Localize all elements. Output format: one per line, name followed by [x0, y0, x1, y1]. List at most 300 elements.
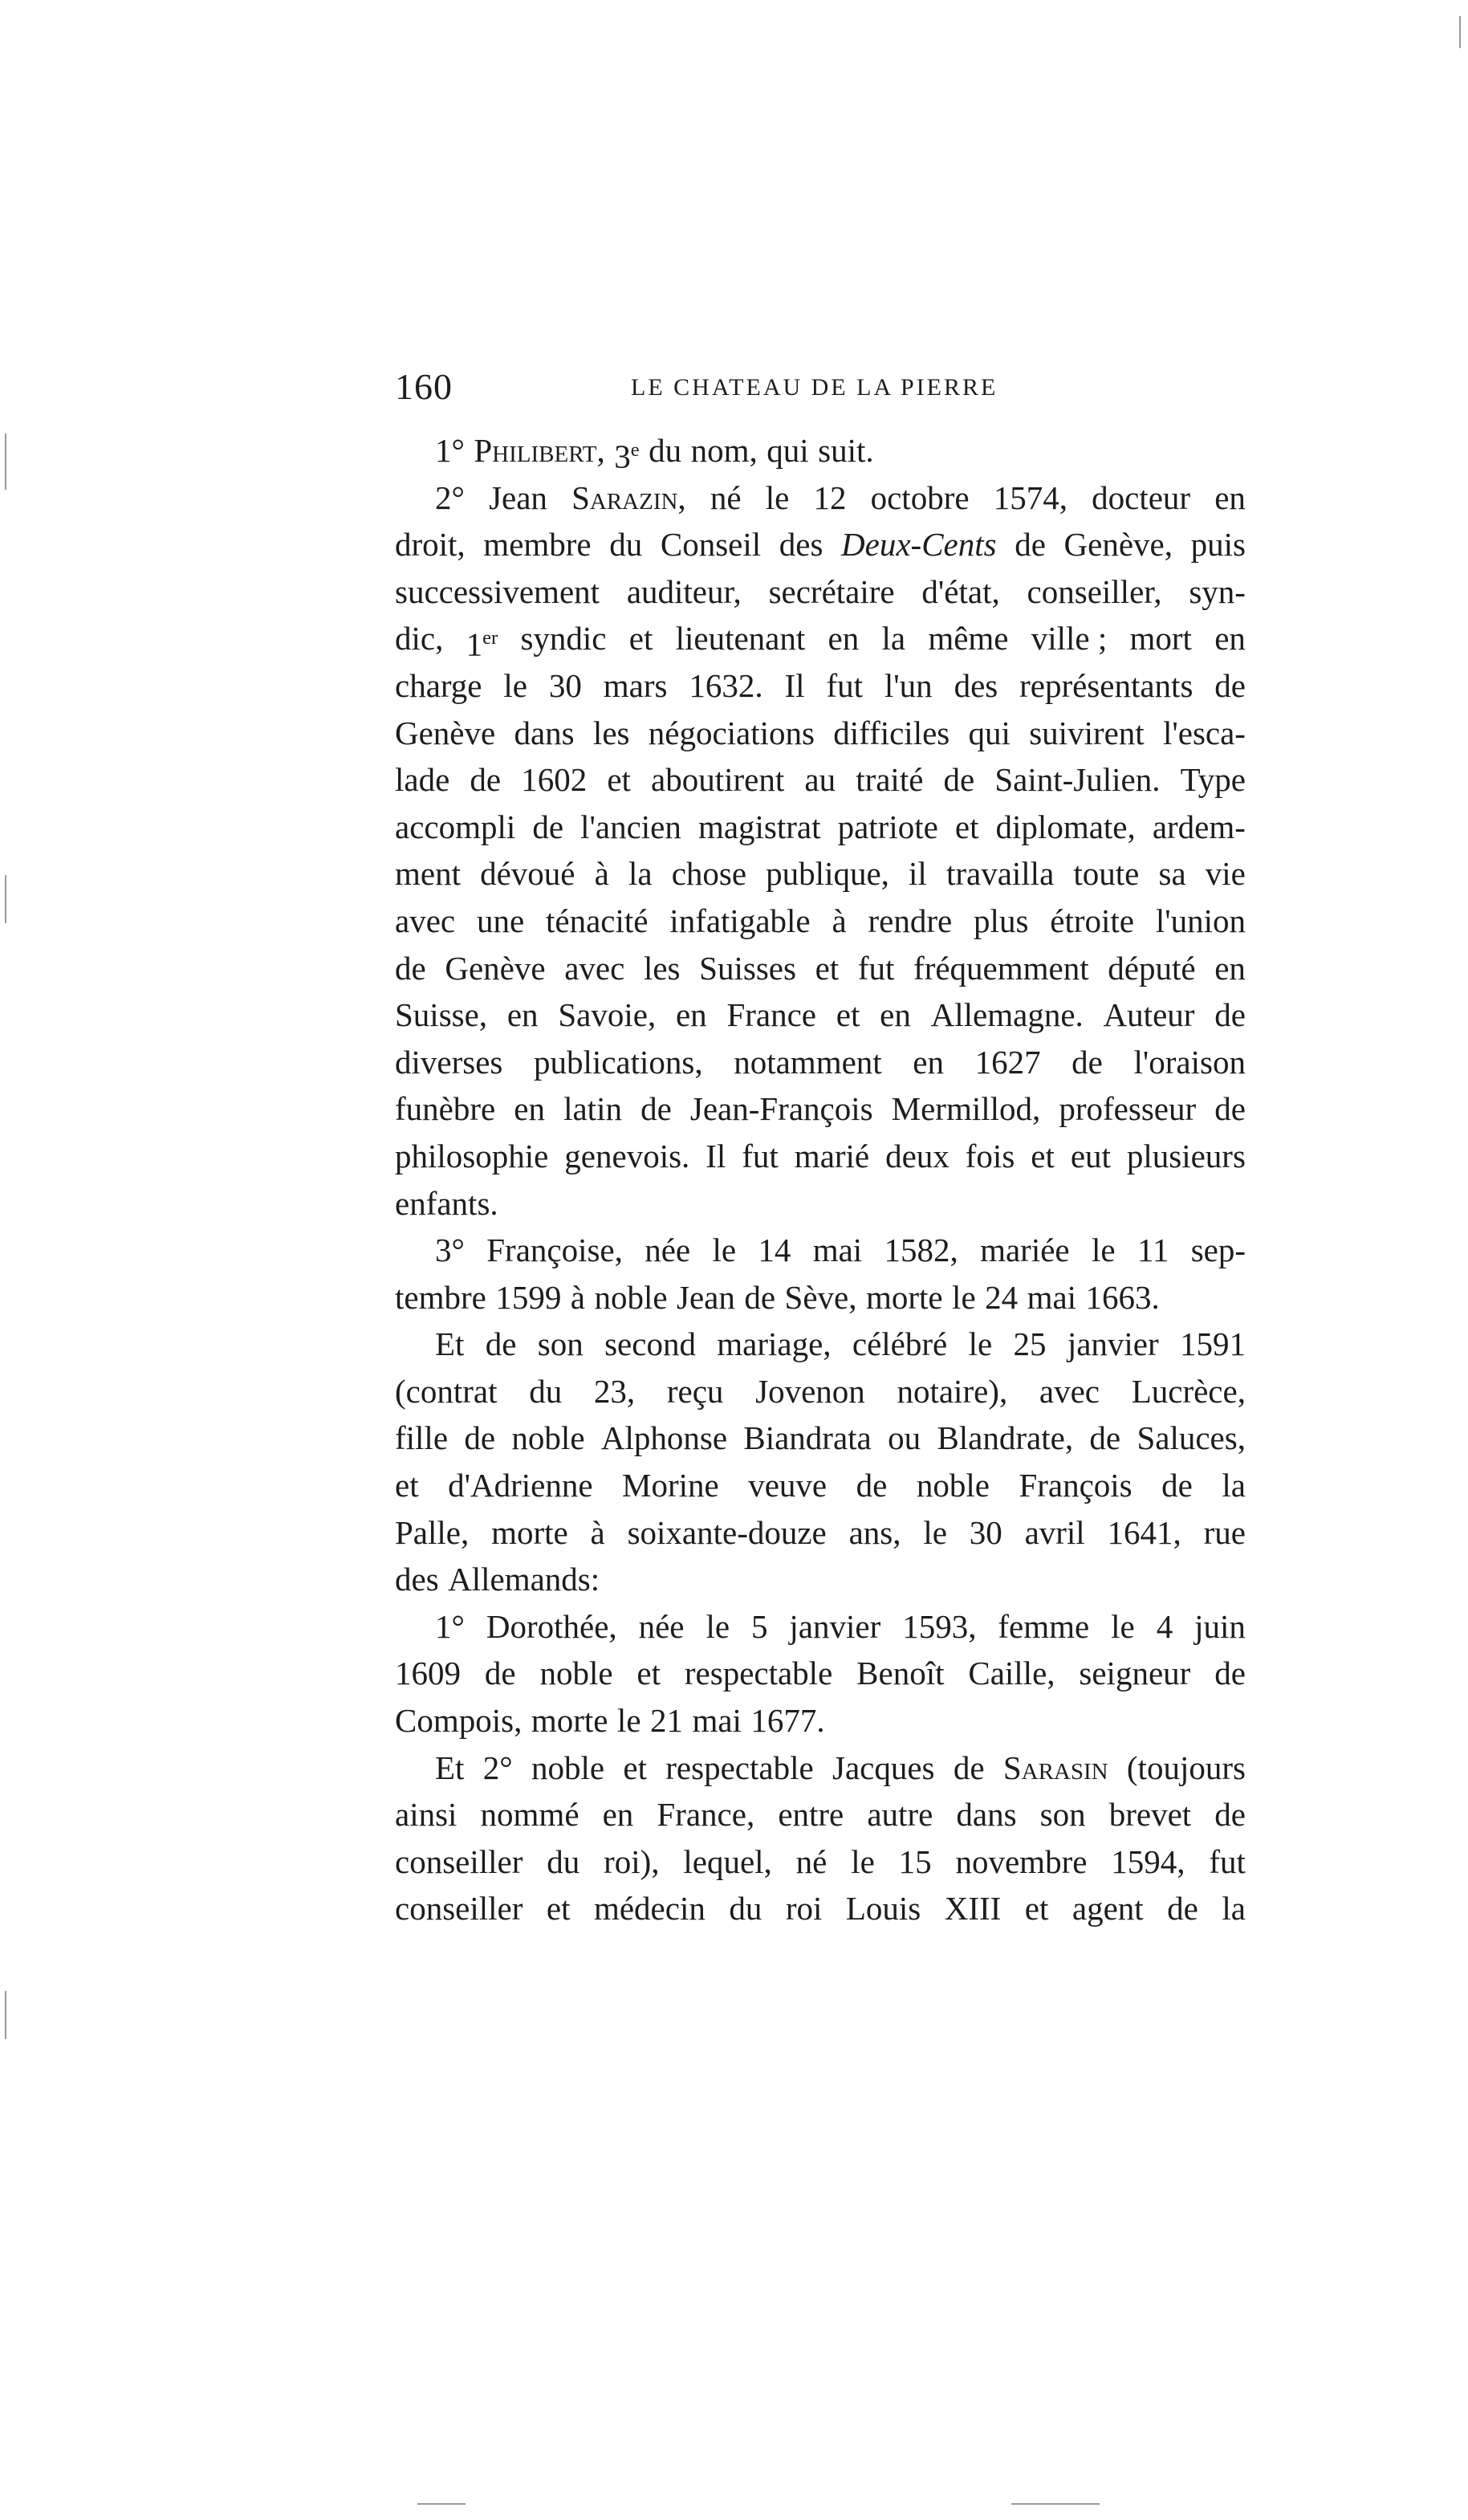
text-line — [395, 662, 1246, 710]
word: 1594, — [1111, 1842, 1185, 1880]
word: et — [628, 620, 653, 657]
word: de — [532, 808, 564, 845]
word: sa — [1158, 855, 1186, 893]
word: la — [628, 855, 653, 893]
text-line — [395, 850, 1246, 898]
text-line — [395, 474, 1246, 522]
word: de — [640, 1090, 672, 1128]
word: dans — [956, 1796, 1017, 1834]
word: philosophie — [395, 1137, 549, 1175]
word: notamment — [734, 1043, 882, 1081]
word: Sève, — [784, 1278, 857, 1316]
text-line — [395, 1462, 1246, 1509]
word: né — [710, 478, 742, 516]
word: célébré — [852, 1325, 948, 1363]
word: le — [923, 1513, 947, 1551]
word: conseiller — [395, 1842, 523, 1880]
word: docteur — [1092, 478, 1191, 516]
text-line — [395, 710, 1246, 757]
word: membre — [483, 526, 592, 564]
word: roi), — [604, 1842, 660, 1880]
word: les — [643, 949, 681, 987]
word: 1609 — [395, 1655, 461, 1692]
word: à — [594, 855, 609, 893]
word: 23, — [593, 1372, 636, 1410]
word: suit. — [818, 432, 874, 469]
text-line — [395, 1509, 1246, 1557]
word: 3e — [614, 438, 640, 475]
word: Louis — [845, 1890, 921, 1928]
word: Et — [435, 1749, 465, 1786]
word: Compois, — [395, 1702, 523, 1740]
word: de — [1089, 1419, 1121, 1457]
text-line — [395, 945, 1246, 992]
word: et — [607, 761, 631, 799]
word: vie — [1205, 855, 1246, 893]
word: diplomate, — [995, 808, 1136, 845]
text-line — [395, 1744, 1246, 1792]
word: fut — [1209, 1842, 1246, 1880]
word: de — [1214, 666, 1246, 704]
text-line — [395, 1791, 1246, 1838]
word: née — [638, 1607, 685, 1645]
word: en — [828, 620, 860, 657]
word: représentants — [1019, 666, 1194, 704]
word: nommé — [480, 1796, 579, 1834]
word: eut — [1070, 1137, 1111, 1175]
word: le — [503, 666, 527, 704]
word: et — [546, 1890, 571, 1928]
word: 1574, — [993, 478, 1067, 516]
word: ou — [888, 1419, 921, 1457]
word: l'un — [884, 666, 933, 704]
word: agent — [1072, 1890, 1144, 1928]
word: de — [1167, 1890, 1198, 1928]
word: ville ; — [1031, 620, 1108, 657]
word: noble — [539, 1655, 613, 1692]
word: à — [570, 1278, 585, 1316]
word: née — [645, 1232, 691, 1269]
word: puis — [1190, 526, 1246, 564]
word: Allemands: — [448, 1561, 600, 1598]
word: mai — [812, 1232, 863, 1269]
word: de — [484, 1655, 516, 1692]
word: de — [470, 761, 502, 799]
word: 14 — [758, 1232, 791, 1269]
word: fut — [857, 949, 895, 987]
word: de — [464, 1419, 496, 1457]
word: publications, — [533, 1043, 703, 1081]
word: de — [1214, 996, 1246, 1034]
word: 1641, — [1107, 1513, 1181, 1551]
word: Saluces, — [1137, 1419, 1246, 1457]
word: Palle, — [395, 1513, 470, 1551]
word: 12 — [813, 478, 847, 516]
word: le — [851, 1842, 875, 1880]
word: 21 — [649, 1702, 683, 1740]
word: ans, — [848, 1513, 901, 1551]
word: l'oraison — [1133, 1043, 1246, 1081]
scan-artifact — [5, 434, 6, 490]
word: 24 — [985, 1278, 1019, 1316]
word: Conseil — [660, 526, 762, 564]
word: Morine — [622, 1467, 719, 1504]
word: marié — [794, 1137, 870, 1175]
word: professeur — [1059, 1090, 1197, 1128]
word: Allemagne. — [930, 996, 1084, 1034]
word: la — [1222, 1890, 1246, 1928]
word: le — [616, 1702, 641, 1740]
word: latin — [563, 1090, 622, 1128]
word: à — [832, 902, 847, 939]
word: France — [726, 996, 816, 1034]
word: morte — [865, 1278, 943, 1316]
word: Genève, — [1063, 526, 1173, 564]
word: 2° — [435, 478, 465, 516]
word: Il — [706, 1137, 726, 1175]
word: chose — [671, 855, 747, 893]
word: avec — [564, 949, 625, 987]
word: de — [1214, 1796, 1246, 1834]
word: morte — [491, 1513, 568, 1551]
word: de — [485, 1325, 517, 1363]
text-line — [395, 568, 1246, 616]
word: député — [1108, 949, 1196, 987]
word: dans — [514, 714, 575, 751]
page-number: 160 — [395, 366, 453, 407]
word: notaire), — [897, 1372, 1008, 1410]
word: funèbre — [395, 1090, 496, 1128]
word: infatigable — [669, 902, 811, 939]
word: noble — [916, 1467, 990, 1504]
word: qui — [767, 432, 809, 469]
word: Il — [784, 666, 805, 704]
word: (toujours — [1126, 1749, 1246, 1786]
text-line — [395, 1180, 1246, 1227]
word: conseiller, — [1027, 572, 1162, 610]
word: plus — [974, 902, 1029, 939]
word: Philibert, — [474, 432, 605, 469]
word: Type — [1180, 761, 1246, 799]
word: Savoie, — [558, 996, 657, 1034]
word: magistrat — [697, 808, 821, 845]
word: le — [765, 478, 790, 516]
word: ainsi — [395, 1796, 457, 1834]
word: en — [506, 996, 539, 1034]
word: novembre — [955, 1842, 1088, 1880]
word: de — [943, 761, 975, 799]
word: enfants. — [395, 1184, 498, 1222]
word: femme — [998, 1607, 1090, 1645]
word: reçu — [666, 1372, 724, 1410]
word: diverses — [395, 1043, 503, 1081]
word: en — [514, 1090, 545, 1128]
word: les — [592, 714, 630, 751]
word: Sarasin — [1002, 1749, 1108, 1786]
word: Jean — [677, 1278, 735, 1316]
word: du — [547, 1842, 580, 1880]
word: négociations — [648, 714, 815, 751]
word: Sarazin, — [571, 478, 686, 516]
word: l'esca- — [1162, 714, 1246, 751]
word: 1er — [466, 626, 498, 664]
word: toute — [1073, 855, 1140, 893]
word: le — [1111, 1607, 1135, 1645]
word: et — [623, 1749, 647, 1786]
word: Suisse, — [395, 996, 488, 1034]
word: le — [706, 1607, 730, 1645]
word: né — [795, 1842, 828, 1880]
word: aboutirent — [651, 761, 785, 799]
word: accompli — [395, 808, 516, 845]
word: suivirent — [1029, 714, 1145, 751]
word: 1593, — [902, 1607, 977, 1645]
word: 1677. — [750, 1702, 825, 1740]
word: et — [954, 808, 979, 845]
scan-artifact — [417, 2503, 466, 2505]
scan-artifact — [1011, 2503, 1100, 2505]
word: respectable — [684, 1655, 833, 1692]
text-line — [395, 1368, 1246, 1415]
word: du — [649, 432, 682, 469]
word: noble — [594, 1278, 668, 1316]
word: Mermillod, — [891, 1090, 1041, 1128]
word: le — [1091, 1232, 1116, 1269]
word: 1602 — [521, 761, 588, 799]
word: 1582, — [884, 1232, 958, 1269]
word: en — [675, 996, 707, 1034]
word: 11 — [1137, 1232, 1169, 1269]
word: ment — [395, 855, 461, 893]
word: l'ancien — [580, 808, 681, 845]
word: du — [729, 1890, 762, 1928]
word: de — [1015, 526, 1046, 564]
word: mars — [603, 666, 668, 704]
word: la — [1222, 1467, 1246, 1504]
text-line — [395, 1227, 1246, 1274]
scan-artifact — [5, 875, 6, 923]
word: Lucrèce, — [1131, 1372, 1246, 1410]
text-line — [395, 1321, 1246, 1368]
scan-artifact — [1459, 16, 1461, 48]
word: veuve — [748, 1467, 828, 1504]
text-line — [395, 1085, 1246, 1133]
body-text — [395, 427, 1246, 1932]
word: mort — [1129, 620, 1192, 657]
word: le — [968, 1325, 993, 1363]
word: travailla — [945, 855, 1055, 893]
word: mariée — [980, 1232, 1070, 1269]
word: lequel, — [683, 1842, 772, 1880]
word: brevet — [1108, 1796, 1192, 1834]
word: Jacques — [832, 1749, 935, 1786]
word: 25 — [1013, 1325, 1047, 1363]
word: ténacité — [545, 902, 649, 939]
word: charge — [395, 666, 482, 704]
word: avec — [1039, 1372, 1100, 1410]
word: de — [395, 949, 426, 987]
word: 15 — [898, 1842, 932, 1880]
word: François — [1019, 1467, 1133, 1504]
word: Dorothée, — [486, 1607, 617, 1645]
word: qui — [968, 714, 1011, 751]
word: de — [856, 1467, 888, 1504]
word: Jovenon — [755, 1372, 865, 1410]
word: 1591 — [1179, 1325, 1246, 1363]
word: autre — [867, 1796, 933, 1834]
word: des — [395, 1561, 439, 1598]
word: Et — [435, 1325, 465, 1363]
word: il — [909, 855, 927, 893]
word: syndic — [520, 620, 607, 657]
word: lade — [395, 761, 450, 799]
word: son — [537, 1325, 584, 1363]
text-line — [395, 1039, 1246, 1086]
word: 3° — [435, 1232, 465, 1269]
word: 1627 — [974, 1043, 1041, 1081]
word: lieutenant — [675, 620, 806, 657]
word: en — [1214, 949, 1246, 987]
word: Biandrata — [743, 1419, 872, 1457]
word: ardem- — [1152, 808, 1246, 845]
word: droit, — [395, 526, 466, 564]
text-line — [395, 1838, 1246, 1886]
word: l'union — [1155, 902, 1246, 939]
word: de — [1161, 1467, 1193, 1504]
word: conseiller — [395, 1890, 523, 1928]
word: respectable — [665, 1749, 814, 1786]
word: et — [815, 949, 840, 987]
word: Auteur — [1103, 996, 1195, 1034]
text-line — [395, 756, 1246, 804]
word: second — [604, 1325, 696, 1363]
word: juin — [1194, 1607, 1246, 1645]
word: nom, — [690, 432, 758, 469]
word: 1599 — [495, 1278, 562, 1316]
word: la — [881, 620, 906, 657]
word: en — [1214, 620, 1246, 657]
word: et — [836, 996, 860, 1034]
word: de — [1072, 1043, 1103, 1081]
word: fut — [742, 1137, 779, 1175]
word: genevois. — [564, 1137, 690, 1175]
word: étroite — [1050, 902, 1134, 939]
word: rue — [1203, 1513, 1246, 1551]
text-line — [395, 1133, 1246, 1180]
word: Suisses — [699, 949, 796, 987]
word: successivement — [395, 572, 600, 610]
text-line — [395, 1650, 1246, 1697]
word: 2° — [482, 1749, 513, 1786]
word: auditeur, — [626, 572, 742, 610]
word: janvier — [789, 1607, 881, 1645]
word: en — [913, 1043, 944, 1081]
word: de — [744, 1278, 776, 1316]
word: et — [636, 1655, 661, 1692]
word: dévoué — [480, 855, 575, 893]
word: octobre — [870, 478, 970, 516]
word: janvier — [1067, 1325, 1159, 1363]
word: tembre — [395, 1278, 486, 1316]
text-line — [395, 615, 1246, 662]
word: Alphonse — [600, 1419, 728, 1457]
text-line — [395, 521, 1246, 568]
word: Benoît — [856, 1655, 945, 1692]
word: 1663. — [1085, 1278, 1160, 1316]
word: 1° — [435, 432, 465, 469]
word: Genève — [445, 949, 546, 987]
text-line — [395, 1885, 1246, 1932]
text-line — [395, 804, 1246, 851]
word: 1° — [435, 1607, 465, 1645]
word: Jean — [489, 478, 547, 516]
word: difficiles — [833, 714, 950, 751]
text-line — [395, 1697, 1246, 1744]
word: (contrat — [395, 1372, 498, 1410]
word: publique, — [766, 855, 889, 893]
word: soixante-douze — [627, 1513, 827, 1551]
word: le — [712, 1232, 737, 1269]
word: avril — [1024, 1513, 1085, 1551]
text-line — [395, 1556, 1246, 1603]
word: du — [609, 526, 643, 564]
text-line — [395, 1274, 1246, 1321]
word: Deux-Cents — [841, 526, 997, 564]
word: des — [779, 526, 823, 564]
word: d'état, — [921, 572, 1000, 610]
word: mai — [1027, 1278, 1077, 1316]
text-line — [395, 991, 1246, 1039]
word: noble — [531, 1749, 605, 1786]
word: fut — [826, 666, 863, 704]
word: Genève — [395, 714, 496, 751]
word: mariage, — [717, 1325, 832, 1363]
word: fréquemment — [913, 949, 1089, 987]
word: en — [1214, 478, 1246, 516]
word: et — [395, 1467, 419, 1504]
word: 30 — [969, 1513, 1002, 1551]
word: une — [476, 902, 525, 939]
word: Blandrate, — [937, 1419, 1074, 1457]
word: de — [1214, 1655, 1246, 1692]
word: syn- — [1189, 572, 1246, 610]
word: et — [1024, 1890, 1049, 1928]
word: de — [953, 1749, 985, 1786]
word: morte — [531, 1702, 608, 1740]
word: des — [954, 666, 998, 704]
word: rendre — [868, 902, 953, 939]
word: France, — [657, 1796, 755, 1834]
word: Françoise, — [486, 1232, 623, 1269]
word: 30 — [548, 666, 582, 704]
word: patriote — [837, 808, 938, 845]
word: noble — [511, 1419, 585, 1457]
word: secrétaire — [768, 572, 895, 610]
word: médecin — [593, 1890, 706, 1928]
word: d'Adrienne — [448, 1467, 593, 1504]
scan-artifact — [5, 1991, 6, 2039]
word: entre — [778, 1796, 844, 1834]
word: traité — [856, 761, 924, 799]
word: seigneur — [1079, 1655, 1191, 1692]
page-header — [395, 363, 1021, 411]
word: en — [602, 1796, 634, 1834]
word: fois — [965, 1137, 1015, 1175]
word: roi — [785, 1890, 823, 1928]
word: plusieurs — [1126, 1137, 1246, 1175]
word: et — [1031, 1137, 1055, 1175]
word: de — [1214, 1090, 1246, 1128]
